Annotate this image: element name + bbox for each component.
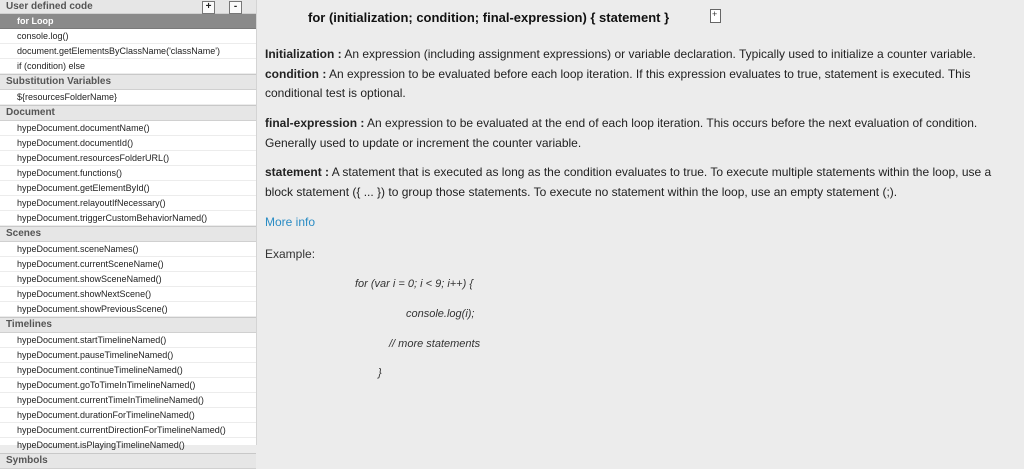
term-statement: statement :: [265, 165, 330, 179]
snippet-item[interactable]: hypeDocument.functions(): [0, 166, 256, 181]
insert-document-icon[interactable]: [710, 9, 721, 23]
example-code-line: for (var i = 0; i < 9; i++) {: [355, 278, 473, 290]
desc-statement: A statement that is executed as long as the condition evaluates to true. To execute multiple statements within the loop, use a block statement ({ ... }) to group those statements. To execute no statement within the loop, use an empty statement (;).: [265, 165, 992, 199]
snippet-item[interactable]: hypeDocument.currentSceneName(): [0, 257, 256, 272]
init-and-condition-paragraph: [265, 45, 1017, 104]
desc-condition: An expression to be evaluated before each loop iteration. If this expression evaluates to true, statement is executed. This conditional test is optional.: [265, 66, 971, 100]
section-title: User defined code: [6, 1, 93, 12]
snippet-item[interactable]: hypeDocument.durationForTimelineNamed(): [0, 408, 256, 423]
snippet-title: for (initialization; condition; final-expression) { statement }: [308, 10, 670, 25]
example-code-line: console.log(i);: [406, 308, 475, 320]
remove-snippet-button[interactable]: -: [229, 1, 242, 14]
snippet-item-get-elements-by-class[interactable]: document.getElementsByClassName('className'): [0, 44, 256, 59]
snippet-item[interactable]: hypeDocument.showSceneNamed(): [0, 272, 256, 287]
snippet-item[interactable]: hypeDocument.getElementById(): [0, 181, 256, 196]
section-header-user-defined: [0, 0, 256, 14]
desc-initialization: An expression (including assignment expressions) or variable declaration. Typically used to initialize a counter variable.: [341, 47, 976, 61]
snippet-item-for-loop[interactable]: for Loop: [0, 14, 256, 29]
snippet-item[interactable]: hypeDocument.documentId(): [0, 136, 256, 151]
example-code-line: // more statements: [389, 338, 481, 350]
example-label: Example:: [265, 247, 316, 261]
snippet-item[interactable]: hypeDocument.startTimelineNamed(): [0, 333, 256, 348]
snippet-item[interactable]: hypeDocument.sceneNames(): [0, 242, 256, 257]
term-condition: condition :: [265, 66, 327, 81]
snippet-item[interactable]: hypeDocument.currentTimeInTimelineNamed(): [0, 393, 256, 408]
more-info-link[interactable]: More info: [265, 215, 316, 229]
snippet-sidebar: [0, 0, 257, 466]
snippet-item[interactable]: hypeDocument.relayoutIfNecessary(): [0, 196, 256, 211]
term-final-expression: final-expression :: [265, 116, 365, 130]
section-header-symbols: Symbols: [0, 453, 256, 469]
section-header-substitution: Substitution Variables: [0, 74, 256, 90]
snippet-item[interactable]: hypeDocument.goToTimeInTimelineNamed(): [0, 378, 256, 393]
snippet-item[interactable]: hypeDocument.resourcesFolderURL(): [0, 151, 256, 166]
snippet-detail-pane: [258, 0, 1024, 445]
snippet-item[interactable]: hypeDocument.showNextScene(): [0, 287, 256, 302]
snippet-item-console-log[interactable]: console.log(): [0, 29, 256, 44]
section-header-timelines: Timelines: [0, 317, 256, 333]
snippet-item[interactable]: hypeDocument.documentName(): [0, 121, 256, 136]
add-snippet-button[interactable]: +: [202, 1, 215, 14]
snippet-item-if-else[interactable]: if (condition) else: [0, 59, 256, 74]
snippet-item[interactable]: hypeDocument.isPlayingTimelineNamed(): [0, 438, 256, 453]
example-code-line: }: [378, 367, 382, 379]
section-header-scenes: Scenes: [0, 226, 256, 242]
term-initialization: Initialization :: [265, 47, 342, 61]
snippet-item[interactable]: hypeDocument.currentDirectionForTimelineNamed(): [0, 423, 256, 438]
snippet-item[interactable]: hypeDocument.continueTimelineNamed(): [0, 363, 256, 378]
desc-final-expression: An expression to be evaluated at the end of each loop iteration. This occurs before the next evaluation of condition. Generally used to update or increment the counter variable.: [265, 116, 978, 150]
snippet-item[interactable]: hypeDocument.pauseTimelineNamed(): [0, 348, 256, 363]
statement-paragraph: [265, 163, 1017, 202]
snippet-item[interactable]: hypeDocument.showPreviousScene(): [0, 302, 256, 317]
section-header-document: Document: [0, 105, 256, 121]
final-expression-paragraph: [265, 114, 1017, 153]
snippet-item[interactable]: hypeDocument.triggerCustomBehaviorNamed(): [0, 211, 256, 226]
snippet-item[interactable]: ${resourcesFolderName}: [0, 90, 256, 105]
